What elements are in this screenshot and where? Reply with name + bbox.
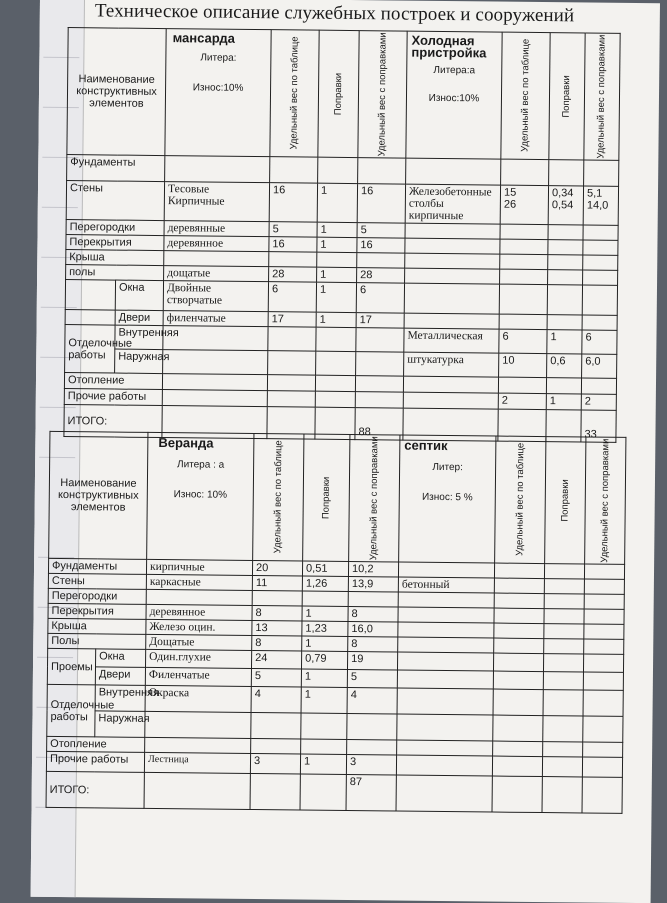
floors2-a-corr: 1 [302,636,348,651]
col-weight: Удельный вес по таблице [287,36,301,150]
fund2-a-weight: 20 [252,561,302,577]
finish-b-weight: 6 [499,329,547,354]
partitions-a-weight: 5 [269,222,317,238]
other2-a-desc: Лестница [144,752,250,773]
windows2-a-desc: Один.глухие [146,649,252,668]
row2-label-windows: Окна [96,649,146,668]
doors-a-weight-corr: 17 [356,313,404,329]
row-label-roof: Крыша [66,250,164,266]
building-a-litera: Литера: [200,52,237,64]
windows-a-desc: Двойные створчатые [163,281,268,312]
other-b-weight-corr: 2 [581,394,616,410]
floors-a-weight: 28 [269,267,317,283]
row-label-floors-over: Перекрытия [66,235,164,251]
page-title: Техническое описание служебных построек и сооружений [94,0,575,27]
row-label-windows: Окна [115,280,163,311]
floors-over2-a-corr: 1 [302,606,348,621]
name-header: Наименование конструктивных элементов [67,28,166,156]
col-corrections-2b: Поправки [559,479,571,522]
building-b-name: Холодная пристройка [411,32,487,61]
table-outbuildings-1 [63,27,620,443]
partitions-a-desc: деревянные [164,221,269,237]
row2-label-heating: Отопление [47,736,145,752]
floors-over-a-weight: 16 [269,237,317,253]
row2-label-roof: Крыша [48,618,146,634]
walls-a-weight: 16 [269,183,317,223]
finish2-a-weight: 4 [251,687,301,714]
row2-label-doors: Двери [95,667,145,686]
floors-a-weight-corr: 28 [357,268,405,284]
row2-label-partitions: Перегородки [48,588,146,604]
floors2-a-desc: Дощатые [146,634,252,650]
building-d-name: септик [404,437,448,454]
finish2-a-corr: 1 [301,687,347,713]
other-b-weight: 2 [498,393,546,410]
row2-label-finish: Отделочные работы [47,684,96,736]
finish-b-weight2: 10 [499,353,547,378]
finish-b-weight-corr: 6 [582,330,617,354]
building-b-litera: Литера:а [433,64,476,77]
building-a-name: мансарда [172,30,235,46]
floors-over-a-weight-corr: 16 [357,238,405,254]
walls-a-weight-corr: 16 [357,184,405,224]
walls-b-weight: 15 26 [500,185,548,225]
building-c-iznos: Износ: 10% [173,489,228,501]
walls2-a-weight: 11 [252,576,302,592]
walls-a-desc: Тесовые Кирпичные [164,182,269,222]
floors-a-desc: дощатые [164,266,269,282]
row-label-other: Прочие работы [64,389,162,406]
building-c-litera: Литера : а [176,459,225,471]
col-weight-corrected-2b: Удельный вес с поправками [598,438,611,563]
total-a: 88 [355,408,403,441]
col-weight-2b: Удельный вес по таблице [513,443,526,557]
doors2-a-weight: 5 [251,669,301,688]
windows2-a-weight-corr: 19 [348,652,398,671]
row-label-doors: Двери [115,310,163,326]
fund2-a-desc: кирпичные [146,559,252,575]
col-weight-2: Удельный вес по таблице [271,440,284,554]
finish-b-corr: 1 [547,330,582,354]
building-c-name: Веранда [158,435,214,451]
name-header-2: Наименование конструктивных элементов [49,431,148,559]
total-b: 33 [581,410,616,442]
finish-b-weight-corr2: 6,0 [582,354,617,378]
finish2-a-desc: Окраска [145,685,251,712]
windows-a-corr: 1 [316,282,356,312]
row-label-finish-outer: Наружная [115,349,163,374]
roof2-a-weight: 13 [252,621,302,637]
other2-a-weight: 3 [250,754,300,775]
row-label-walls: Стены [66,181,164,221]
total2-label: ИТОГО: [46,771,144,808]
walls2-a-desc: каркасные [146,574,252,590]
table-outbuildings-2 [46,431,627,814]
row2-label-other: Прочие работы [46,751,144,772]
floors-over2-a-weight: 8 [252,606,302,622]
walls2-a-weight-corr: 13,9 [348,577,398,593]
roof2-a-desc: Железо оцин. [146,619,252,635]
col-corrections-b: Поправки [560,75,573,118]
walls2-b-desc: бетонный [398,577,494,593]
doors2-a-desc: Филенчатые [145,667,251,686]
row-label-finish-inner: Внутренняя [115,325,163,350]
row-label-floors: полы [66,265,164,281]
floors-a-corr: 1 [317,267,357,282]
row2-label-foundations: Фундаменты [48,558,146,574]
finish-b-corr2: 0,6 [547,354,582,378]
floors2-a-weight-corr: 8 [348,637,398,653]
windows-a-weight: 6 [268,282,316,313]
total-label: ИТОГО: [64,405,162,438]
col-corrections-2: Поправки [320,476,332,520]
floors-over2-a-desc: деревянное [146,604,252,620]
col-corrections: Поправки [332,72,344,116]
col-weight-b: Удельный вес по таблице [518,39,532,153]
doors-a-corr: 1 [316,312,356,327]
floors-over-a-corr: 1 [317,237,357,252]
partitions-a-corr: 1 [317,222,357,237]
walls-b-weight-corr: 5,1 14,0 [583,186,618,225]
row2-label-floors-over: Перекрытия [48,603,146,619]
walls-a-corr: 1 [317,183,357,222]
fund2-a-weight-corr: 10,2 [348,562,398,578]
doors2-a-weight-corr: 5 [347,670,397,689]
other2-a-corr: 1 [300,754,346,774]
building-a-iznos: Износ:10% [192,82,244,94]
roof2-a-corr: 1,23 [302,621,348,636]
doors-a-weight: 17 [268,312,316,328]
doors-a-desc: филенчатые [163,311,268,327]
building-b-iznos: Износ:10% [428,92,480,105]
floors-over2-a-weight-corr: 8 [348,607,398,623]
row-label-heating: Отопление [64,373,162,390]
row2-label-openings: Проемы [47,648,95,685]
building-d-iznos: Износ: 5 % [421,491,473,504]
finish-b-desc: Металлическая [404,328,499,353]
row-label-partitions: Перегородки [66,220,164,236]
doors2-a-corr: 1 [301,669,347,687]
walls2-a-corr: 1,26 [302,576,348,591]
windows-a-weight-corr: 6 [356,283,404,314]
walls-b-corr: 0,34 0,54 [548,186,583,225]
partitions-a-weight-corr: 5 [357,223,405,239]
walls-b-desc: Железобетонные столбы кирпичные [405,184,500,224]
other-b-corr: 1 [546,394,581,410]
finish-b-desc2: штукатурка [404,352,499,377]
floors2-a-weight: 8 [252,636,302,652]
col-weight-corrected-b: Удельный вес с поправками [595,34,608,159]
floors-over-a-desc: деревянное [164,236,269,252]
row2-label-floors: Полы [48,633,146,649]
windows2-a-corr: 0,79 [302,651,348,669]
fund2-a-corr: 0,51 [302,561,348,576]
building-d-litera: Литер: [432,461,463,474]
col-weight-corrected: Удельный вес с поправками [375,32,389,157]
document-page [31,0,660,903]
total2-a: 87 [346,775,396,812]
windows2-a-weight: 24 [252,651,302,670]
col-weight-corrected-2: Удельный вес с поправками [367,436,380,561]
row2-label-finish-outer: Наружная [95,711,145,738]
finish2-a-weight-corr: 4 [347,688,397,715]
row2-label-walls: Стены [48,573,146,589]
row-label-foundations: Фундаменты [67,155,165,182]
row2-label-finish-inner: Внутренняя [95,685,145,712]
row-label-finish: Отделочные работы [65,325,115,374]
other2-a-weight-corr: 3 [346,755,396,776]
roof2-a-weight-corr: 16,0 [348,622,398,638]
